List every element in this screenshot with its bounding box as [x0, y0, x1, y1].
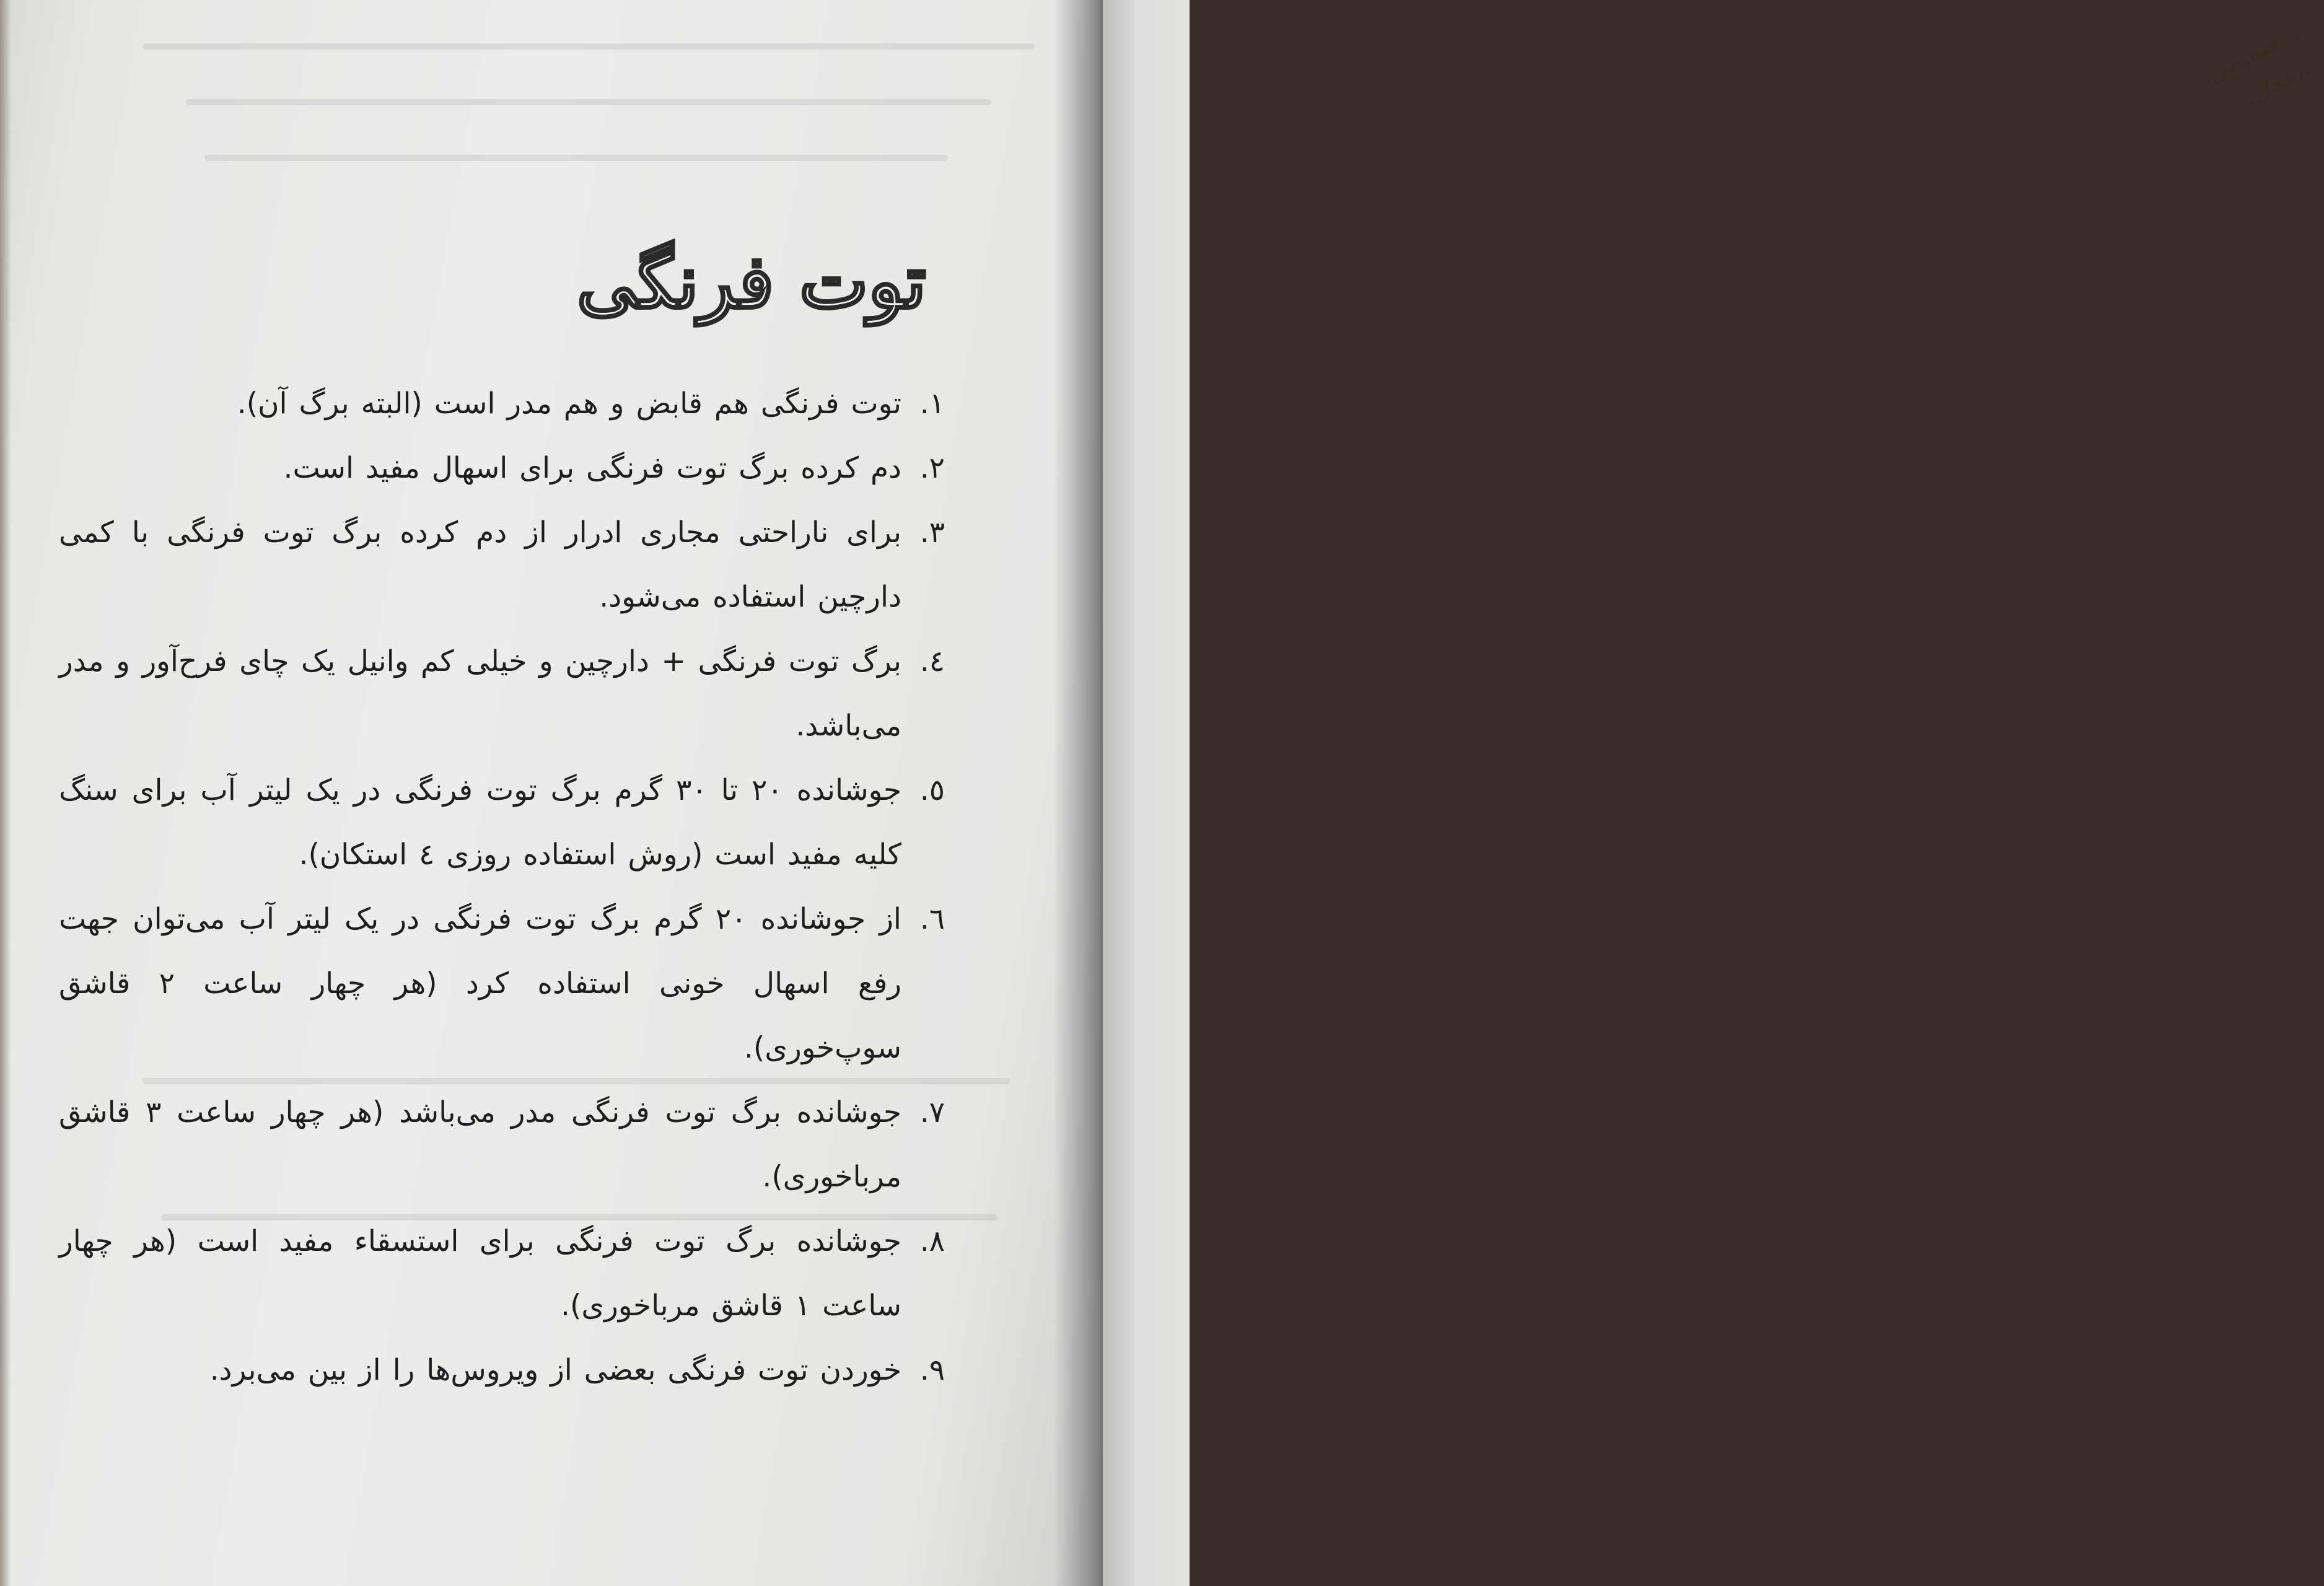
list-item — [59, 629, 945, 758]
item-number: ٦. — [919, 902, 945, 936]
list-item — [59, 1338, 945, 1403]
bleed-through-line — [143, 43, 1035, 50]
item-text: برگ توت فرنگی + دارچین و خیلی کم وانیل یک چای فرح‌آور و مدر می‌باشد. — [59, 644, 901, 743]
item-text: از جوشانده ۲۰ گرم برگ توت فرنگی در یک لیتر آب می‌توان جهت رفع اسهال خونی استفاده کرد (هر چهار ساعت ۲ قاشق سوپ‌خوری). — [59, 902, 901, 1065]
book-page — [0, 0, 1100, 1586]
item-number: ٤. — [919, 644, 945, 678]
book-gutter — [1053, 0, 1103, 1586]
item-text: توت فرنگی هم قابض و هم مدر است (البته برگ آن). — [237, 387, 901, 421]
list-item — [59, 436, 945, 501]
item-list — [59, 372, 945, 1403]
adjacent-page — [1103, 0, 2323, 1586]
item-number: ٥. — [919, 773, 945, 807]
item-text: جوشانده ۲۰ تا ۳۰ گرم برگ توت فرنگی در یک لیتر آب برای سنگ کلیه مفید است (روش استفاده روزی ٤ استکان). — [59, 773, 901, 872]
list-item — [59, 887, 945, 1080]
list-item — [59, 1080, 945, 1209]
list-item — [59, 372, 945, 436]
handwritten-margin-note: ...صمیمی، ...عمل. — [2195, 16, 2323, 112]
list-item — [59, 758, 945, 887]
item-text: دم کرده برگ توت فرنگی برای اسهال مفید است. — [283, 451, 901, 485]
item-text: جوشانده برگ توت فرنگی برای استسقاء مفید است (هر چهار ساعت ۱ قاشق مرباخوری). — [59, 1224, 901, 1323]
bleed-through-line — [204, 155, 948, 161]
item-number: ۹. — [919, 1353, 945, 1387]
page-title: توت فرنگی — [577, 239, 926, 325]
item-text: برای ناراحتی مجاری ادرار از دم کرده برگ توت فرنگی با کمی دارچین استفاده می‌شود. — [59, 515, 901, 614]
list-item — [59, 1209, 945, 1338]
item-number: ۱. — [919, 387, 945, 421]
item-text: جوشانده برگ توت فرنگی مدر می‌باشد (هر چهار ساعت ۳ قاشق مرباخوری). — [59, 1095, 901, 1194]
page-content — [59, 235, 945, 1403]
item-number: ۸. — [919, 1224, 945, 1258]
item-number: ۳. — [919, 515, 945, 550]
list-item — [59, 501, 945, 629]
item-text: خوردن توت فرنگی بعضی از ویروس‌ها را از بین می‌برد. — [209, 1353, 901, 1387]
item-number: ۷. — [919, 1095, 945, 1129]
bleed-through-line — [186, 99, 991, 105]
item-number: ۲. — [919, 451, 945, 485]
